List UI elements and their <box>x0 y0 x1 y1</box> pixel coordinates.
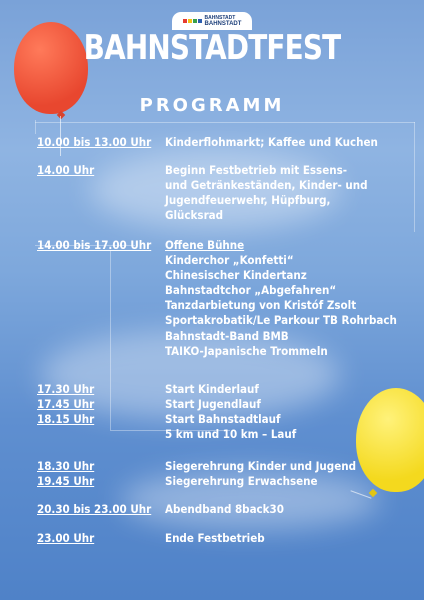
schedule-description: Siegerehrung Kinder und Jugend Siegerehrung Erwachsene <box>165 459 356 489</box>
schedule-time: 18.30 Uhr 19.45 Uhr <box>37 459 95 488</box>
page-title: BAHNSTADTFEST <box>83 28 341 68</box>
page-subtitle: PROGRAMM <box>139 95 285 116</box>
logo-text: BAHNSTADT BAHNSTADT <box>204 14 242 27</box>
schedule-time: 14.00 Uhr <box>37 163 95 177</box>
schedule-description: Abendband 8back30 <box>165 502 284 516</box>
schedule-description: Start Kinderlauf Start Jugendlauf Start Bahnstadtlauf 5 km und 10 km – Lauf <box>165 382 297 442</box>
schedule-time: 10.00 bis 13.00 Uhr <box>37 135 152 149</box>
schedule-description: Ende Festbetrieb <box>165 531 265 545</box>
divider <box>35 122 415 123</box>
divider <box>414 122 415 232</box>
logo-icon <box>183 19 202 23</box>
schedule-time: 17.30 Uhr 17.45 Uhr 18.15 Uhr <box>37 382 95 426</box>
schedule-description: Kinderflohmarkt; Kaffee und Kuchen <box>165 135 378 149</box>
schedule-time: 14.00 bis 17.00 Uhr <box>37 238 152 252</box>
schedule-description: Offene Bühne Kinderchor „Konfetti“ Chinesischer Kindertanz Bahnstadtchor „Abgefahren“ Tanzdarbietung von Kristóf Zsolt Sportakrobatik/Le Parkour TB Rohrbach Bahnstadt-Band BMB TAIKO-Japanische Trommeln <box>165 238 397 358</box>
schedule-time: 20.30 bis 23.00 Uhr <box>37 502 152 516</box>
schedule-description: Beginn Festbetrieb mit Essens- und Getränkeständen, Kinder- und Jugendfeuerwehr, Hüpfburg, Glücksrad <box>165 163 368 223</box>
divider <box>110 250 111 430</box>
schedule-time: 23.00 Uhr <box>37 531 95 545</box>
